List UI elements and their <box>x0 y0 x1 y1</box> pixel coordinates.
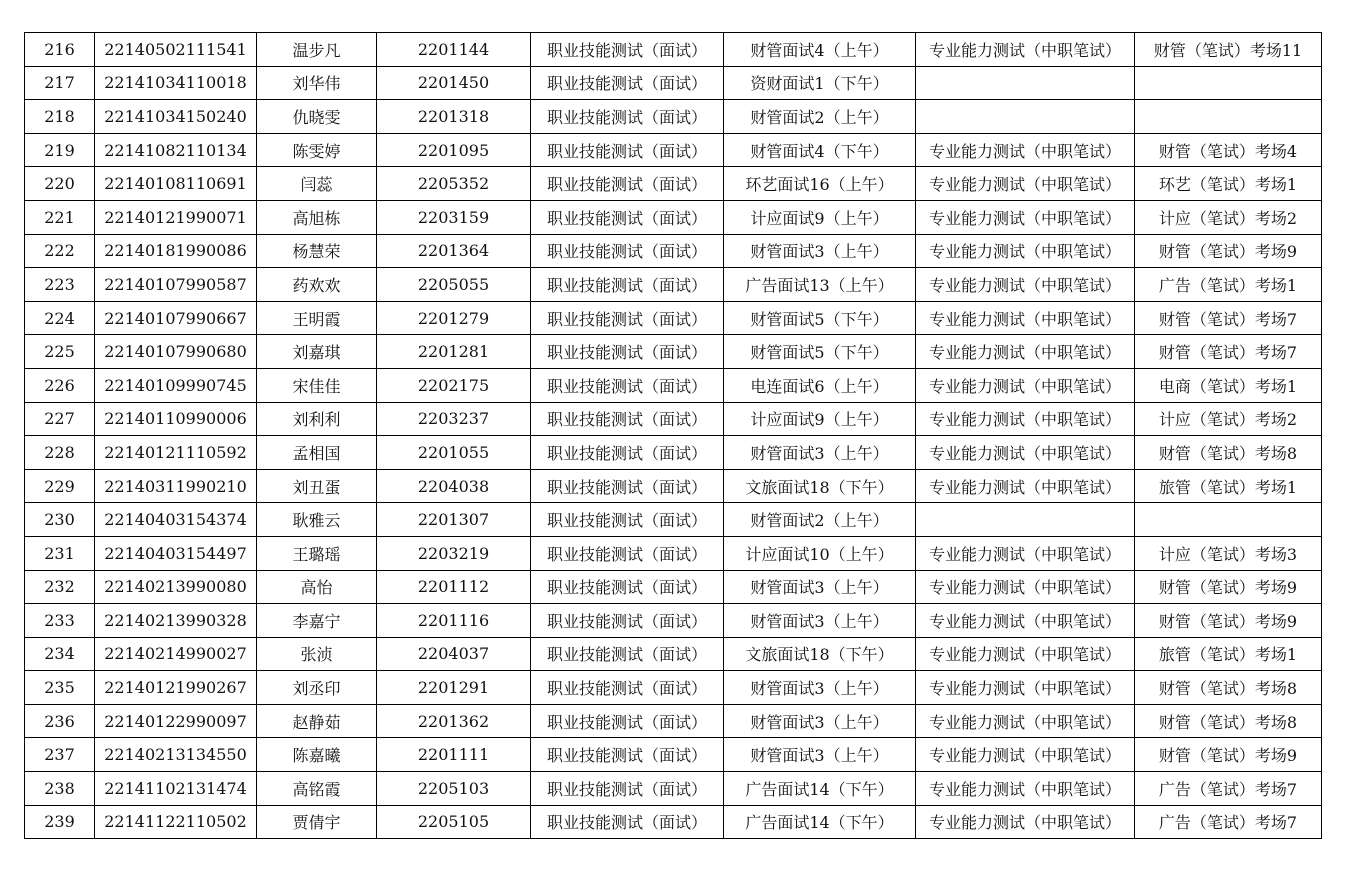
candidate-name-cell: 刘华伟 <box>257 66 377 100</box>
test-one-room-cell: 计应面试10（上午） <box>724 536 916 570</box>
table-row <box>25 604 1322 638</box>
registration-number-cell: 2201111 <box>377 738 531 772</box>
test-one-room-cell: 环艺面试16（上午） <box>724 167 916 201</box>
test-two-room-cell: 财管（笔试）考场7 <box>1135 301 1322 335</box>
table-row <box>25 234 1322 268</box>
registration-number-cell: 2201364 <box>377 234 531 268</box>
row-number-cell: 238 <box>25 772 95 806</box>
candidate-name-cell: 王明霞 <box>257 301 377 335</box>
candidate-name-cell: 刘利利 <box>257 402 377 436</box>
test-two-room-cell: 计应（笔试）考场2 <box>1135 200 1322 234</box>
candidate-id-cell: 22140107990587 <box>95 268 257 302</box>
test-two-room-cell: 计应（笔试）考场2 <box>1135 402 1322 436</box>
test-one-room-cell: 广告面试14（下午） <box>724 805 916 839</box>
candidate-name-cell: 王璐瑶 <box>257 536 377 570</box>
test-one-type-cell: 职业技能测试（面试） <box>531 503 724 537</box>
test-one-room-cell: 财管面试3（上午） <box>724 570 916 604</box>
candidate-id-cell: 22141082110134 <box>95 133 257 167</box>
candidate-id-cell: 22140213990080 <box>95 570 257 604</box>
registration-number-cell: 2205105 <box>377 805 531 839</box>
test-one-room-cell: 资财面试1（下午） <box>724 66 916 100</box>
registration-number-cell: 2203237 <box>377 402 531 436</box>
candidate-name-cell: 宋佳佳 <box>257 368 377 402</box>
candidate-id-cell: 22140214990027 <box>95 637 257 671</box>
test-two-type-cell: 专业能力测试（中职笔试） <box>916 133 1135 167</box>
registration-number-cell: 2203219 <box>377 536 531 570</box>
test-two-type-cell: 专业能力测试（中职笔试） <box>916 436 1135 470</box>
test-one-type-cell: 职业技能测试（面试） <box>531 301 724 335</box>
candidate-name-cell: 高铭霞 <box>257 772 377 806</box>
row-number-cell: 231 <box>25 536 95 570</box>
candidate-id-cell: 22141122110502 <box>95 805 257 839</box>
test-one-type-cell: 职业技能测试（面试） <box>531 436 724 470</box>
test-two-room-cell: 广告（笔试）考场7 <box>1135 805 1322 839</box>
registration-number-cell: 2201116 <box>377 604 531 638</box>
registration-number-cell: 2201318 <box>377 100 531 134</box>
candidate-name-cell: 高怡 <box>257 570 377 604</box>
test-two-type-cell: 专业能力测试（中职笔试） <box>916 704 1135 738</box>
row-number-cell: 225 <box>25 335 95 369</box>
candidate-name-cell: 温步凡 <box>257 33 377 67</box>
registration-number-cell: 2201112 <box>377 570 531 604</box>
test-one-room-cell: 财管面试3（上午） <box>724 436 916 470</box>
test-two-room-cell: 财管（笔试）考场9 <box>1135 570 1322 604</box>
test-two-room-cell: 财管（笔试）考场9 <box>1135 738 1322 772</box>
candidate-id-cell: 22140311990210 <box>95 469 257 503</box>
test-one-room-cell: 财管面试3（上午） <box>724 671 916 705</box>
registration-number-cell: 2204037 <box>377 637 531 671</box>
candidate-id-cell: 22141034110018 <box>95 66 257 100</box>
candidate-id-cell: 22140107990680 <box>95 335 257 369</box>
row-number-cell: 216 <box>25 33 95 67</box>
test-two-room-cell <box>1135 100 1322 134</box>
test-two-room-cell: 财管（笔试）考场8 <box>1135 704 1322 738</box>
test-one-type-cell: 职业技能测试（面试） <box>531 133 724 167</box>
table-row <box>25 772 1322 806</box>
test-one-type-cell: 职业技能测试（面试） <box>531 738 724 772</box>
test-one-type-cell: 职业技能测试（面试） <box>531 66 724 100</box>
row-number-cell: 228 <box>25 436 95 470</box>
registration-number-cell: 2201144 <box>377 33 531 67</box>
candidate-id-cell: 22140122990097 <box>95 704 257 738</box>
candidate-name-cell: 杨慧荣 <box>257 234 377 268</box>
test-two-type-cell: 专业能力测试（中职笔试） <box>916 772 1135 806</box>
test-one-room-cell: 财管面试5（下午） <box>724 335 916 369</box>
table-row <box>25 33 1322 67</box>
row-number-cell: 220 <box>25 167 95 201</box>
registration-number-cell: 2205352 <box>377 167 531 201</box>
test-two-type-cell <box>916 503 1135 537</box>
test-two-type-cell: 专业能力测试（中职笔试） <box>916 671 1135 705</box>
row-number-cell: 218 <box>25 100 95 134</box>
test-one-room-cell: 财管面试3（上午） <box>724 738 916 772</box>
test-two-type-cell: 专业能力测试（中职笔试） <box>916 536 1135 570</box>
test-two-type-cell: 专业能力测试（中职笔试） <box>916 570 1135 604</box>
row-number-cell: 233 <box>25 604 95 638</box>
test-two-room-cell: 财管（笔试）考场4 <box>1135 133 1322 167</box>
test-two-type-cell: 专业能力测试（中职笔试） <box>916 604 1135 638</box>
test-two-room-cell <box>1135 66 1322 100</box>
test-one-type-cell: 职业技能测试（面试） <box>531 805 724 839</box>
test-two-room-cell: 财管（笔试）考场11 <box>1135 33 1322 67</box>
test-two-room-cell: 广告（笔试）考场7 <box>1135 772 1322 806</box>
registration-number-cell: 2201307 <box>377 503 531 537</box>
candidate-name-cell: 孟相国 <box>257 436 377 470</box>
test-one-room-cell: 广告面试13（上午） <box>724 268 916 302</box>
registration-number-cell: 2201291 <box>377 671 531 705</box>
candidate-id-cell: 22140403154497 <box>95 536 257 570</box>
registration-number-cell: 2201095 <box>377 133 531 167</box>
test-one-room-cell: 电连面试6（上午） <box>724 368 916 402</box>
table-row <box>25 368 1322 402</box>
test-two-room-cell: 财管（笔试）考场8 <box>1135 436 1322 470</box>
test-one-type-cell: 职业技能测试（面试） <box>531 33 724 67</box>
candidate-id-cell: 22140213990328 <box>95 604 257 638</box>
candidate-name-cell: 陈雯婷 <box>257 133 377 167</box>
exam-assignment-table <box>24 32 1322 839</box>
test-two-type-cell: 专业能力测试（中职笔试） <box>916 268 1135 302</box>
table-row <box>25 268 1322 302</box>
candidate-id-cell: 22140110990006 <box>95 402 257 436</box>
registration-number-cell: 2201362 <box>377 704 531 738</box>
test-one-type-cell: 职业技能测试（面试） <box>531 167 724 201</box>
candidate-name-cell: 耿雅云 <box>257 503 377 537</box>
row-number-cell: 224 <box>25 301 95 335</box>
test-two-room-cell: 旅管（笔试）考场1 <box>1135 637 1322 671</box>
test-two-room-cell: 计应（笔试）考场3 <box>1135 536 1322 570</box>
candidate-name-cell: 刘嘉琪 <box>257 335 377 369</box>
test-two-room-cell: 财管（笔试）考场9 <box>1135 234 1322 268</box>
candidate-name-cell: 药欢欢 <box>257 268 377 302</box>
test-two-type-cell: 专业能力测试（中职笔试） <box>916 335 1135 369</box>
test-one-type-cell: 职业技能测试（面试） <box>531 772 724 806</box>
candidate-name-cell: 李嘉宁 <box>257 604 377 638</box>
registration-number-cell: 2205055 <box>377 268 531 302</box>
test-one-room-cell: 财管面试3（上午） <box>724 604 916 638</box>
table-row <box>25 167 1322 201</box>
exam-assignment-sheet <box>24 32 1322 839</box>
test-two-room-cell: 财管（笔试）考场7 <box>1135 335 1322 369</box>
test-one-type-cell: 职业技能测试（面试） <box>531 100 724 134</box>
candidate-name-cell: 赵静茹 <box>257 704 377 738</box>
registration-number-cell: 2201279 <box>377 301 531 335</box>
test-one-room-cell: 财管面试3（上午） <box>724 234 916 268</box>
candidate-id-cell: 22140403154374 <box>95 503 257 537</box>
test-one-type-cell: 职业技能测试（面试） <box>531 268 724 302</box>
row-number-cell: 232 <box>25 570 95 604</box>
row-number-cell: 221 <box>25 200 95 234</box>
row-number-cell: 230 <box>25 503 95 537</box>
row-number-cell: 217 <box>25 66 95 100</box>
test-two-type-cell: 专业能力测试（中职笔试） <box>916 167 1135 201</box>
row-number-cell: 239 <box>25 805 95 839</box>
row-number-cell: 223 <box>25 268 95 302</box>
row-number-cell: 235 <box>25 671 95 705</box>
row-number-cell: 229 <box>25 469 95 503</box>
test-one-type-cell: 职业技能测试（面试） <box>531 604 724 638</box>
test-two-type-cell: 专业能力测试（中职笔试） <box>916 368 1135 402</box>
row-number-cell: 227 <box>25 402 95 436</box>
test-one-type-cell: 职业技能测试（面试） <box>531 402 724 436</box>
table-row <box>25 637 1322 671</box>
candidate-name-cell: 高旭栋 <box>257 200 377 234</box>
test-two-type-cell: 专业能力测试（中职笔试） <box>916 234 1135 268</box>
test-one-room-cell: 财管面试5（下午） <box>724 301 916 335</box>
table-row <box>25 133 1322 167</box>
row-number-cell: 236 <box>25 704 95 738</box>
candidate-name-cell: 张浈 <box>257 637 377 671</box>
candidate-id-cell: 22140121990071 <box>95 200 257 234</box>
test-two-type-cell: 专业能力测试（中职笔试） <box>916 738 1135 772</box>
test-one-room-cell: 财管面试3（上午） <box>724 704 916 738</box>
table-body <box>25 33 1322 839</box>
test-two-room-cell: 广告（笔试）考场1 <box>1135 268 1322 302</box>
table-row <box>25 200 1322 234</box>
registration-number-cell: 2201055 <box>377 436 531 470</box>
test-one-type-cell: 职业技能测试（面试） <box>531 704 724 738</box>
test-two-type-cell <box>916 100 1135 134</box>
table-row <box>25 536 1322 570</box>
table-row <box>25 503 1322 537</box>
test-one-room-cell: 文旅面试18（下午） <box>724 469 916 503</box>
test-one-room-cell: 计应面试9（上午） <box>724 402 916 436</box>
table-row <box>25 100 1322 134</box>
row-number-cell: 226 <box>25 368 95 402</box>
table-row <box>25 335 1322 369</box>
table-row <box>25 301 1322 335</box>
candidate-id-cell: 22140502111541 <box>95 33 257 67</box>
registration-number-cell: 2201450 <box>377 66 531 100</box>
row-number-cell: 234 <box>25 637 95 671</box>
candidate-name-cell: 陈嘉曦 <box>257 738 377 772</box>
registration-number-cell: 2205103 <box>377 772 531 806</box>
candidate-name-cell: 刘丞印 <box>257 671 377 705</box>
candidate-id-cell: 22140121990267 <box>95 671 257 705</box>
candidate-id-cell: 22140108110691 <box>95 167 257 201</box>
test-two-type-cell: 专业能力测试（中职笔试） <box>916 637 1135 671</box>
candidate-id-cell: 22140121110592 <box>95 436 257 470</box>
test-one-type-cell: 职业技能测试（面试） <box>531 368 724 402</box>
test-two-room-cell <box>1135 503 1322 537</box>
test-one-room-cell: 财管面试4（下午） <box>724 133 916 167</box>
test-two-type-cell: 专业能力测试（中职笔试） <box>916 402 1135 436</box>
test-one-type-cell: 职业技能测试（面试） <box>531 200 724 234</box>
test-two-type-cell: 专业能力测试（中职笔试） <box>916 469 1135 503</box>
registration-number-cell: 2203159 <box>377 200 531 234</box>
table-row <box>25 402 1322 436</box>
candidate-name-cell: 贾倩宇 <box>257 805 377 839</box>
table-row <box>25 704 1322 738</box>
candidate-id-cell: 22140109990745 <box>95 368 257 402</box>
table-row <box>25 805 1322 839</box>
candidate-id-cell: 22140213134550 <box>95 738 257 772</box>
test-one-type-cell: 职业技能测试（面试） <box>531 637 724 671</box>
test-two-type-cell: 专业能力测试（中职笔试） <box>916 200 1135 234</box>
candidate-name-cell: 刘丑蛋 <box>257 469 377 503</box>
candidate-id-cell: 22140107990667 <box>95 301 257 335</box>
test-one-room-cell: 财管面试2（上午） <box>724 100 916 134</box>
test-two-type-cell: 专业能力测试（中职笔试） <box>916 301 1135 335</box>
test-one-room-cell: 财管面试2（上午） <box>724 503 916 537</box>
registration-number-cell: 2202175 <box>377 368 531 402</box>
candidate-id-cell: 22140181990086 <box>95 234 257 268</box>
row-number-cell: 237 <box>25 738 95 772</box>
candidate-name-cell: 闫蕊 <box>257 167 377 201</box>
test-one-room-cell: 计应面试9（上午） <box>724 200 916 234</box>
test-one-type-cell: 职业技能测试（面试） <box>531 335 724 369</box>
test-two-type-cell <box>916 66 1135 100</box>
test-one-type-cell: 职业技能测试（面试） <box>531 671 724 705</box>
test-one-room-cell: 文旅面试18（下午） <box>724 637 916 671</box>
test-two-room-cell: 旅管（笔试）考场1 <box>1135 469 1322 503</box>
registration-number-cell: 2204038 <box>377 469 531 503</box>
row-number-cell: 219 <box>25 133 95 167</box>
test-one-type-cell: 职业技能测试（面试） <box>531 536 724 570</box>
table-row <box>25 66 1322 100</box>
table-row <box>25 671 1322 705</box>
row-number-cell: 222 <box>25 234 95 268</box>
table-row <box>25 436 1322 470</box>
test-one-type-cell: 职业技能测试（面试） <box>531 469 724 503</box>
test-two-type-cell: 专业能力测试（中职笔试） <box>916 805 1135 839</box>
candidate-id-cell: 22141034150240 <box>95 100 257 134</box>
candidate-name-cell: 仇晓雯 <box>257 100 377 134</box>
test-two-room-cell: 环艺（笔试）考场1 <box>1135 167 1322 201</box>
table-row <box>25 469 1322 503</box>
test-two-room-cell: 财管（笔试）考场9 <box>1135 604 1322 638</box>
table-row <box>25 570 1322 604</box>
test-two-room-cell: 电商（笔试）考场1 <box>1135 368 1322 402</box>
test-one-type-cell: 职业技能测试（面试） <box>531 234 724 268</box>
candidate-id-cell: 22141102131474 <box>95 772 257 806</box>
registration-number-cell: 2201281 <box>377 335 531 369</box>
test-one-type-cell: 职业技能测试（面试） <box>531 570 724 604</box>
test-one-room-cell: 财管面试4（上午） <box>724 33 916 67</box>
table-row <box>25 738 1322 772</box>
test-two-type-cell: 专业能力测试（中职笔试） <box>916 33 1135 67</box>
test-one-room-cell: 广告面试14（下午） <box>724 772 916 806</box>
test-two-room-cell: 财管（笔试）考场8 <box>1135 671 1322 705</box>
